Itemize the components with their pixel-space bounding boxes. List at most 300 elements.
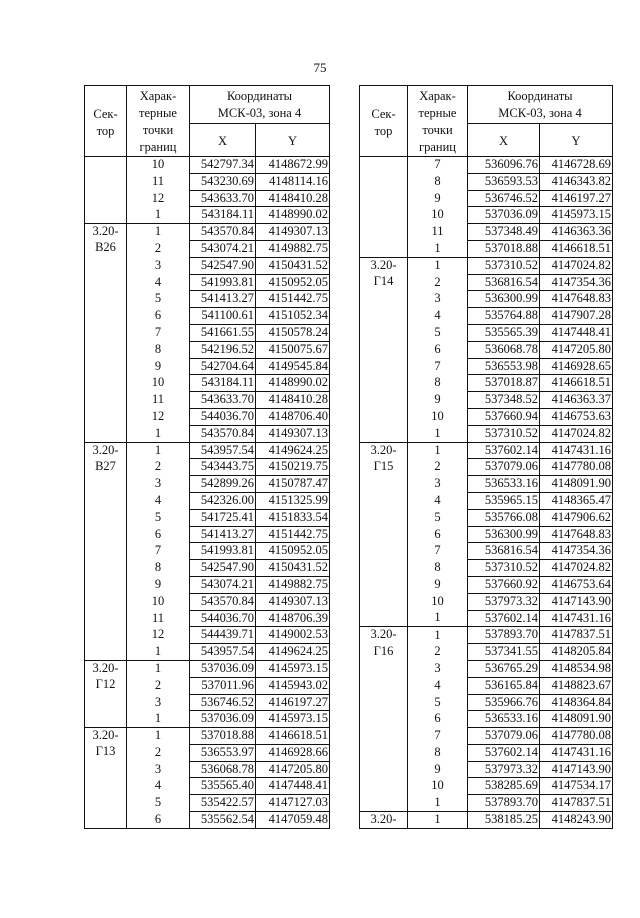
y-cell: 4147448.41	[256, 778, 330, 795]
y-cell: 4147431.16	[540, 610, 613, 627]
point-cell: 7	[408, 543, 468, 560]
sector-cell	[85, 610, 127, 627]
point-cell: 10	[408, 207, 468, 224]
y-cell: 4151052.34	[256, 308, 330, 325]
x-cell: 537310.52	[468, 257, 540, 274]
header-coords: Координаты МСК-03, зона 4	[190, 86, 330, 124]
table-row	[85, 627, 330, 644]
sector-cell	[85, 358, 127, 375]
x-cell: 535565.40	[190, 778, 256, 795]
x-cell: 537348.52	[468, 392, 540, 409]
y-cell: 4148410.28	[256, 392, 330, 409]
y-cell: 4147906.62	[540, 509, 613, 526]
table-row	[85, 224, 330, 241]
point-cell: 6	[127, 308, 190, 325]
point-cell: 5	[127, 291, 190, 308]
table-row	[85, 476, 330, 493]
x-cell: 537310.52	[468, 425, 540, 442]
point-cell: 9	[408, 190, 468, 207]
y-cell: 4148672.99	[256, 157, 330, 174]
y-cell: 4150787.47	[256, 476, 330, 493]
sector-cell	[85, 711, 127, 728]
x-cell: 536746.52	[190, 694, 256, 711]
y-cell: 4149307.13	[256, 425, 330, 442]
sector-cell: 3.20-	[85, 442, 127, 459]
x-cell: 536553.97	[190, 744, 256, 761]
sector-cell	[360, 240, 408, 257]
x-cell: 538185.25	[468, 812, 540, 829]
x-cell: 536300.99	[468, 291, 540, 308]
point-cell: 10	[408, 593, 468, 610]
x-cell: 537018.88	[468, 240, 540, 257]
sector-cell	[360, 324, 408, 341]
y-cell: 4147024.82	[540, 425, 613, 442]
sector-cell	[360, 207, 408, 224]
point-cell: 3	[127, 257, 190, 274]
table-row	[360, 442, 613, 459]
sector-cell	[360, 425, 408, 442]
table-row	[85, 207, 330, 224]
y-cell: 4149307.13	[256, 224, 330, 241]
point-cell: 4	[127, 778, 190, 795]
x-cell: 541993.81	[190, 543, 256, 560]
table-row	[360, 392, 613, 409]
point-cell: 3	[127, 761, 190, 778]
point-cell: 3	[127, 476, 190, 493]
x-cell: 543570.84	[190, 593, 256, 610]
table-row	[360, 274, 613, 291]
table-row	[85, 291, 330, 308]
y-cell: 4148706.40	[256, 408, 330, 425]
sector-cell	[360, 795, 408, 812]
x-cell: 536068.78	[468, 341, 540, 358]
sector-cell	[360, 358, 408, 375]
y-cell: 4146618.51	[540, 240, 613, 257]
table-row	[85, 812, 330, 829]
table-row	[360, 190, 613, 207]
table-row	[360, 358, 613, 375]
y-cell: 4147205.80	[256, 761, 330, 778]
table-row	[360, 593, 613, 610]
sector-cell	[85, 408, 127, 425]
point-cell: 2	[408, 274, 468, 291]
table-row	[85, 560, 330, 577]
sector-cell	[360, 526, 408, 543]
point-cell: 9	[127, 576, 190, 593]
sector-cell	[85, 576, 127, 593]
sector-cell	[360, 778, 408, 795]
sector-cell	[360, 492, 408, 509]
sector-cell: 3.20-	[85, 224, 127, 241]
table-row	[360, 711, 613, 728]
x-cell: 544036.70	[190, 610, 256, 627]
x-cell: 542547.90	[190, 560, 256, 577]
sector-cell	[360, 744, 408, 761]
table-row	[85, 644, 330, 661]
point-cell: 2	[127, 240, 190, 257]
sector-cell	[360, 408, 408, 425]
sector-cell	[85, 492, 127, 509]
point-cell: 1	[408, 627, 468, 644]
header-sector: Сек- тор	[85, 86, 127, 157]
table-row	[360, 526, 613, 543]
sector-cell: 3.20-	[360, 812, 408, 829]
table-row	[85, 425, 330, 442]
point-cell: 9	[408, 576, 468, 593]
y-cell: 4150952.05	[256, 543, 330, 560]
x-cell: 536165.84	[468, 677, 540, 694]
table-row	[360, 240, 613, 257]
x-cell: 535965.15	[468, 492, 540, 509]
table-row	[85, 408, 330, 425]
table-row	[85, 358, 330, 375]
header-x: X	[468, 124, 540, 157]
point-cell: 1	[127, 224, 190, 241]
x-cell: 537036.09	[190, 660, 256, 677]
sector-cell	[85, 308, 127, 325]
table-row	[85, 711, 330, 728]
y-cell: 4150431.52	[256, 560, 330, 577]
y-cell: 4147143.90	[540, 593, 613, 610]
point-cell: 1	[127, 728, 190, 745]
y-cell: 4149624.25	[256, 442, 330, 459]
sector-cell: 3.20-	[360, 257, 408, 274]
point-cell: 5	[127, 795, 190, 812]
sector-cell	[85, 509, 127, 526]
sector-cell	[360, 157, 408, 174]
sector-cell	[85, 778, 127, 795]
x-cell: 535764.88	[468, 308, 540, 325]
point-cell: 2	[127, 744, 190, 761]
point-cell: 2	[127, 677, 190, 694]
table-row	[85, 795, 330, 812]
point-cell: 9	[408, 392, 468, 409]
sector-cell	[360, 660, 408, 677]
y-cell: 4148114.16	[256, 173, 330, 190]
x-cell: 543230.69	[190, 173, 256, 190]
y-cell: 4148091.90	[540, 711, 613, 728]
x-cell: 542196.52	[190, 341, 256, 358]
sector-cell	[85, 257, 127, 274]
y-cell: 4148823.67	[540, 677, 613, 694]
x-cell: 536068.78	[190, 761, 256, 778]
y-cell: 4147143.90	[540, 761, 613, 778]
point-cell: 7	[408, 728, 468, 745]
table-row	[85, 459, 330, 476]
point-cell: 12	[127, 408, 190, 425]
y-cell: 4147354.36	[540, 274, 613, 291]
sector-cell: 3.20-	[85, 728, 127, 745]
y-cell: 4147127.03	[256, 795, 330, 812]
point-cell: 7	[127, 543, 190, 560]
y-cell: 4147205.80	[540, 341, 613, 358]
x-cell: 537893.70	[468, 795, 540, 812]
sector-cell: Г16	[360, 644, 408, 661]
x-cell: 543957.54	[190, 442, 256, 459]
x-cell: 543184.11	[190, 207, 256, 224]
table-row	[85, 509, 330, 526]
sector-cell	[85, 761, 127, 778]
sector-cell	[360, 610, 408, 627]
y-cell: 4147534.17	[540, 778, 613, 795]
y-cell: 4149882.75	[256, 240, 330, 257]
y-cell: 4147059.48	[256, 812, 330, 829]
x-cell: 544036.70	[190, 408, 256, 425]
y-cell: 4149545.84	[256, 358, 330, 375]
table-row	[85, 274, 330, 291]
x-cell: 541661.55	[190, 324, 256, 341]
table-row	[360, 157, 613, 174]
y-cell: 4150075.67	[256, 341, 330, 358]
point-cell: 3	[408, 660, 468, 677]
header-points: Харак- терные точки границ	[408, 86, 468, 157]
point-cell: 1	[127, 425, 190, 442]
y-cell: 4149882.75	[256, 576, 330, 593]
table-row	[360, 375, 613, 392]
y-cell: 4147024.82	[540, 560, 613, 577]
x-cell: 537973.32	[468, 761, 540, 778]
y-cell: 4147837.51	[540, 795, 613, 812]
table-row	[360, 224, 613, 241]
sector-cell	[360, 509, 408, 526]
table-row	[85, 526, 330, 543]
y-cell: 4145973.15	[540, 207, 613, 224]
x-cell: 537036.09	[468, 207, 540, 224]
table-row	[360, 257, 613, 274]
x-cell: 543443.75	[190, 459, 256, 476]
sector-cell	[360, 761, 408, 778]
sector-cell	[85, 560, 127, 577]
table-row	[85, 257, 330, 274]
table-row	[360, 694, 613, 711]
table-row	[85, 392, 330, 409]
x-cell: 541100.61	[190, 308, 256, 325]
x-cell: 541413.27	[190, 526, 256, 543]
x-cell: 536300.99	[468, 526, 540, 543]
x-cell: 537602.14	[468, 744, 540, 761]
sector-cell	[85, 526, 127, 543]
point-cell: 1	[127, 442, 190, 459]
y-cell: 4148243.90	[540, 812, 613, 829]
point-cell: 5	[408, 324, 468, 341]
point-cell: 10	[127, 157, 190, 174]
point-cell: 8	[408, 560, 468, 577]
point-cell: 2	[408, 459, 468, 476]
point-cell: 12	[127, 190, 190, 207]
table-row	[85, 308, 330, 325]
y-cell: 4148990.02	[256, 207, 330, 224]
x-cell: 543184.11	[190, 375, 256, 392]
y-cell: 4147837.51	[540, 627, 613, 644]
point-cell: 10	[408, 408, 468, 425]
table-row	[85, 442, 330, 459]
sector-cell: 3.20-	[85, 660, 127, 677]
sector-cell: 3.20-	[360, 627, 408, 644]
sector-cell	[85, 274, 127, 291]
point-cell: 1	[408, 610, 468, 627]
table-row	[85, 660, 330, 677]
point-cell: 3	[408, 476, 468, 493]
table-row	[360, 728, 613, 745]
point-cell: 6	[408, 341, 468, 358]
table-row	[85, 173, 330, 190]
x-cell: 536533.16	[468, 476, 540, 493]
table-row	[85, 677, 330, 694]
sector-cell	[360, 543, 408, 560]
table-row	[360, 476, 613, 493]
y-cell: 4146928.66	[256, 744, 330, 761]
sector-cell	[85, 207, 127, 224]
x-cell: 543957.54	[190, 644, 256, 661]
table-row	[85, 593, 330, 610]
x-cell: 543074.21	[190, 240, 256, 257]
point-cell: 6	[408, 526, 468, 543]
sector-cell	[360, 694, 408, 711]
point-cell: 9	[127, 358, 190, 375]
y-cell: 4147780.08	[540, 459, 613, 476]
y-cell: 4145943.02	[256, 677, 330, 694]
y-cell: 4151442.75	[256, 291, 330, 308]
point-cell: 1	[127, 660, 190, 677]
point-cell: 7	[408, 358, 468, 375]
point-cell: 7	[127, 324, 190, 341]
x-cell: 535422.57	[190, 795, 256, 812]
x-cell: 542326.00	[190, 492, 256, 509]
header-x: X	[190, 124, 256, 157]
table-row	[360, 207, 613, 224]
sector-cell	[360, 728, 408, 745]
y-cell: 4148091.90	[540, 476, 613, 493]
x-cell: 537893.70	[468, 627, 540, 644]
point-cell: 11	[127, 173, 190, 190]
sector-cell	[85, 392, 127, 409]
sector-cell	[360, 291, 408, 308]
point-cell: 8	[408, 173, 468, 190]
table-row	[360, 744, 613, 761]
point-cell: 4	[408, 492, 468, 509]
y-cell: 4146753.63	[540, 408, 613, 425]
sector-cell: Г12	[85, 677, 127, 694]
x-cell: 536096.76	[468, 157, 540, 174]
table-row	[85, 576, 330, 593]
point-cell: 8	[127, 341, 190, 358]
table-row	[360, 543, 613, 560]
table-row	[360, 610, 613, 627]
x-cell: 537036.09	[190, 711, 256, 728]
point-cell: 1	[408, 425, 468, 442]
x-cell: 535562.54	[190, 812, 256, 829]
y-cell: 4150952.05	[256, 274, 330, 291]
sector-cell: Г13	[85, 744, 127, 761]
table-row	[360, 795, 613, 812]
point-cell: 10	[127, 375, 190, 392]
table-row	[85, 694, 330, 711]
sector-cell	[360, 711, 408, 728]
point-cell: 6	[127, 812, 190, 829]
table-row	[85, 341, 330, 358]
x-cell: 537310.52	[468, 560, 540, 577]
table-row	[85, 324, 330, 341]
x-cell: 536816.54	[468, 543, 540, 560]
table-row	[360, 560, 613, 577]
table-row	[360, 324, 613, 341]
point-cell: 1	[408, 240, 468, 257]
y-cell: 4146363.36	[540, 224, 613, 241]
table-row	[360, 308, 613, 325]
x-cell: 541993.81	[190, 274, 256, 291]
sector-cell	[85, 425, 127, 442]
y-cell: 4146618.51	[256, 728, 330, 745]
y-cell: 4147780.08	[540, 728, 613, 745]
y-cell: 4147648.83	[540, 526, 613, 543]
table-row	[360, 761, 613, 778]
x-cell: 536593.53	[468, 173, 540, 190]
point-cell: 2	[127, 459, 190, 476]
point-cell: 6	[408, 711, 468, 728]
point-cell: 11	[127, 610, 190, 627]
point-cell: 1	[127, 644, 190, 661]
sector-cell	[85, 190, 127, 207]
x-cell: 537079.06	[468, 459, 540, 476]
sector-cell	[85, 593, 127, 610]
y-cell: 4146753.64	[540, 576, 613, 593]
sector-cell	[360, 677, 408, 694]
table-row	[360, 459, 613, 476]
point-cell: 1	[127, 711, 190, 728]
y-cell: 4150578.24	[256, 324, 330, 341]
coordinates-table-left	[84, 85, 330, 829]
x-cell: 537660.92	[468, 576, 540, 593]
sector-cell	[85, 341, 127, 358]
sector-cell	[360, 576, 408, 593]
x-cell: 542899.26	[190, 476, 256, 493]
point-cell: 1	[408, 795, 468, 812]
y-cell: 4146343.82	[540, 173, 613, 190]
y-cell: 4150431.52	[256, 257, 330, 274]
sector-cell	[360, 593, 408, 610]
y-cell: 4150219.75	[256, 459, 330, 476]
y-cell: 4146928.65	[540, 358, 613, 375]
sector-cell	[85, 375, 127, 392]
coordinates-table-right	[359, 85, 613, 829]
x-cell: 544439.71	[190, 627, 256, 644]
point-cell: 3	[127, 694, 190, 711]
sector-cell	[85, 476, 127, 493]
table-row	[85, 492, 330, 509]
y-cell: 4149307.13	[256, 593, 330, 610]
point-cell: 11	[408, 224, 468, 241]
table-row	[360, 509, 613, 526]
point-cell: 4	[408, 308, 468, 325]
header-points: Харак- терные точки границ	[127, 86, 190, 157]
y-cell: 4145973.15	[256, 660, 330, 677]
x-cell: 536746.52	[468, 190, 540, 207]
x-cell: 542547.90	[190, 257, 256, 274]
table-row	[85, 543, 330, 560]
x-cell: 543074.21	[190, 576, 256, 593]
y-cell: 4149002.53	[256, 627, 330, 644]
x-cell: 543570.84	[190, 425, 256, 442]
sector-cell	[85, 291, 127, 308]
y-cell: 4151325.99	[256, 492, 330, 509]
x-cell: 542797.34	[190, 157, 256, 174]
y-cell: 4151442.75	[256, 526, 330, 543]
table-row	[85, 778, 330, 795]
table-row	[85, 157, 330, 174]
header-sector: Сек- тор	[360, 86, 408, 157]
x-cell: 536553.98	[468, 358, 540, 375]
y-cell: 4146363.37	[540, 392, 613, 409]
